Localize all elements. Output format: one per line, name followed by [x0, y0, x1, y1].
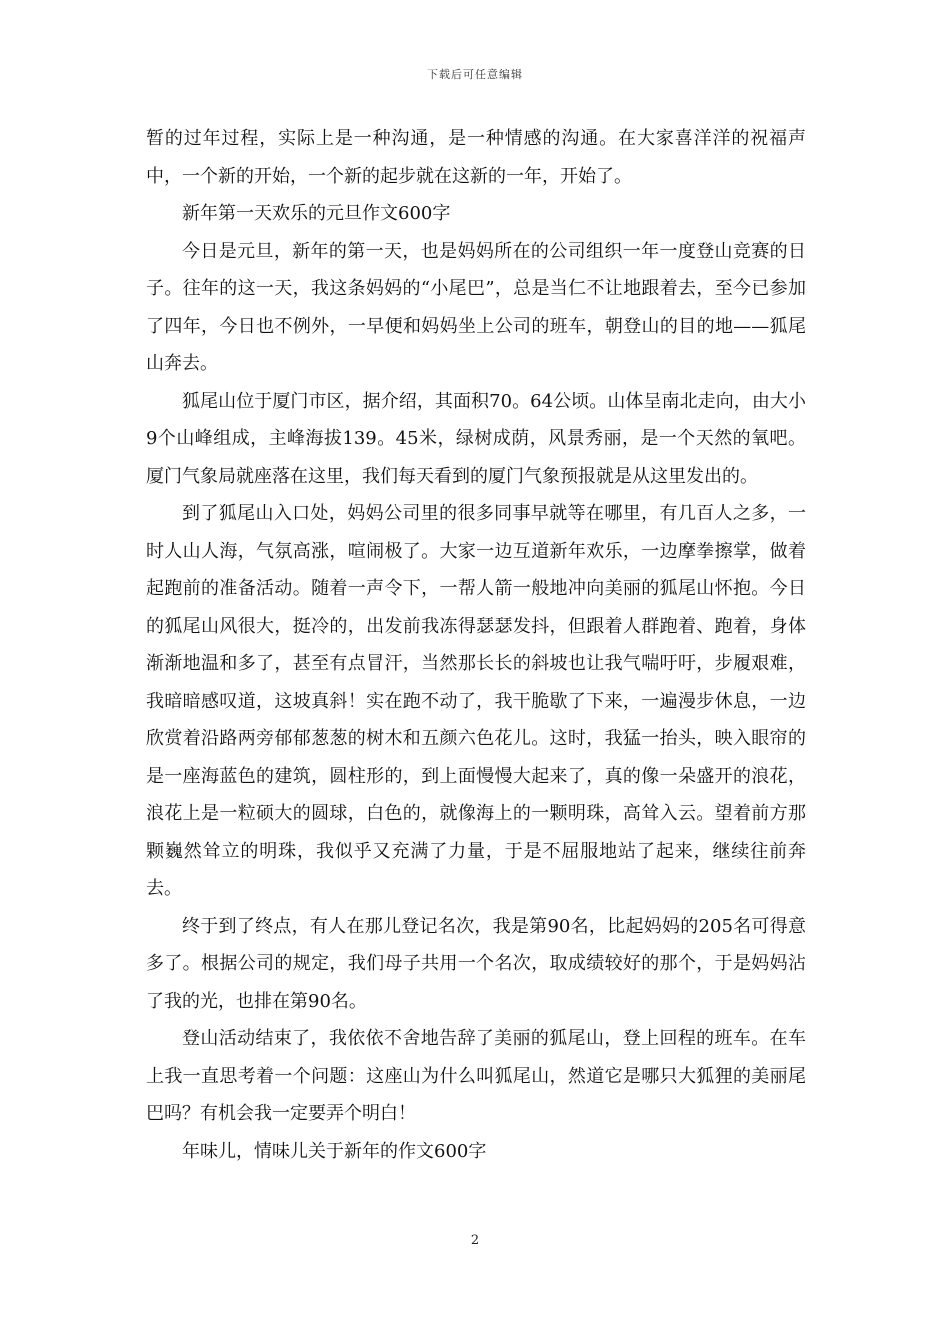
essay-title: 年味儿，情味儿关于新年的作文600字 [182, 1140, 487, 1162]
page-header: 下载后可任意编辑 [427, 68, 523, 81]
paragraph: 狐尾山位于厦门市区，据介绍，其面积70。64公顷。山体呈南北走向，由大小9个山峰组成，主峰海拔139。45米，绿树成荫，风景秀丽，是一个天然的氧吧。厦门气象局就座落在这里，我们每天看到的厦门气象预报就是从这里发出的。 [146, 390, 806, 487]
document-body [146, 120, 806, 1170]
paragraph: 终于到了终点，有人在那儿登记名次，我是第90名，比起妈妈的205名可得意多了。根据公司的规定，我们母子共用一个名次，取成绩较好的那个，于是妈妈沾了我的光，也排在第90名。 [146, 915, 806, 1012]
paragraph-continuation: 暂的过年过程，实际上是一种沟通，是一种情感的沟通。在大家喜洋洋的祝福声中，一个新的开始，一个新的起步就在这新的一年，开始了。 [146, 128, 806, 187]
paragraph: 登山活动结束了，我依依不舍地告辞了美丽的狐尾山，登上回程的班车。在车上我一直思考着一个问题：这座山为什么叫狐尾山，然道它是哪只大狐狸的美丽尾巴吗？有机会我一定要弄个明白！ [146, 1028, 806, 1124]
essay-title: 新年第一天欢乐的元旦作文600字 [182, 203, 451, 224]
paragraph: 今日是元旦，新年的第一天，也是妈妈所在的公司组织一年一度登山竞赛的日子。往年的这一天，我这条妈妈的“小尾巴”，总是当仁不让地跟着去，至今已参加了四年，今日也不例外，一早便和妈妈坐上公司的班车，朝登山的目的地——狐尾山奔去。 [146, 240, 806, 374]
paragraph: 到了狐尾山入口处，妈妈公司里的很多同事早就等在哪里，有几百人之多，一时人山人海，气氛高涨，喧闹极了。大家一边互道新年欢乐，一边摩拳擦掌，做着起跑前的准备活动。随着一声令下，一帮人箭一般地冲向美丽的狐尾山怀抱。今日的狐尾山风很大，挺冷的，出发前我冻得瑟瑟发抖，但跟着人群跑着、跑着，身体渐渐地温和多了，甚至有点冒汗，当然那长长的斜坡也让我气喘吁吁，步履艰难，我暗暗感叹道，这坡真斜！实在跑不动了，我干脆歇了下来，一遍漫步休息，一边欣赏着沿路两旁郁郁葱葱的树木和五颜六色花儿。这时，我猛一抬头，映入眼帘的是一座海蓝色的建筑，圆柱形的，到上面慢慢大起来了，真的像一朵盛开的浪花，浪花上是一粒硕大的圆球，白色的，就像海上的一颗明珠，高耸入云。望着前方那颗巍然耸立的明珠，我似乎又充满了力量，于是不屈服地站了起来，继续往前奔去。 [146, 503, 806, 899]
page-number: 2 [470, 1233, 480, 1248]
